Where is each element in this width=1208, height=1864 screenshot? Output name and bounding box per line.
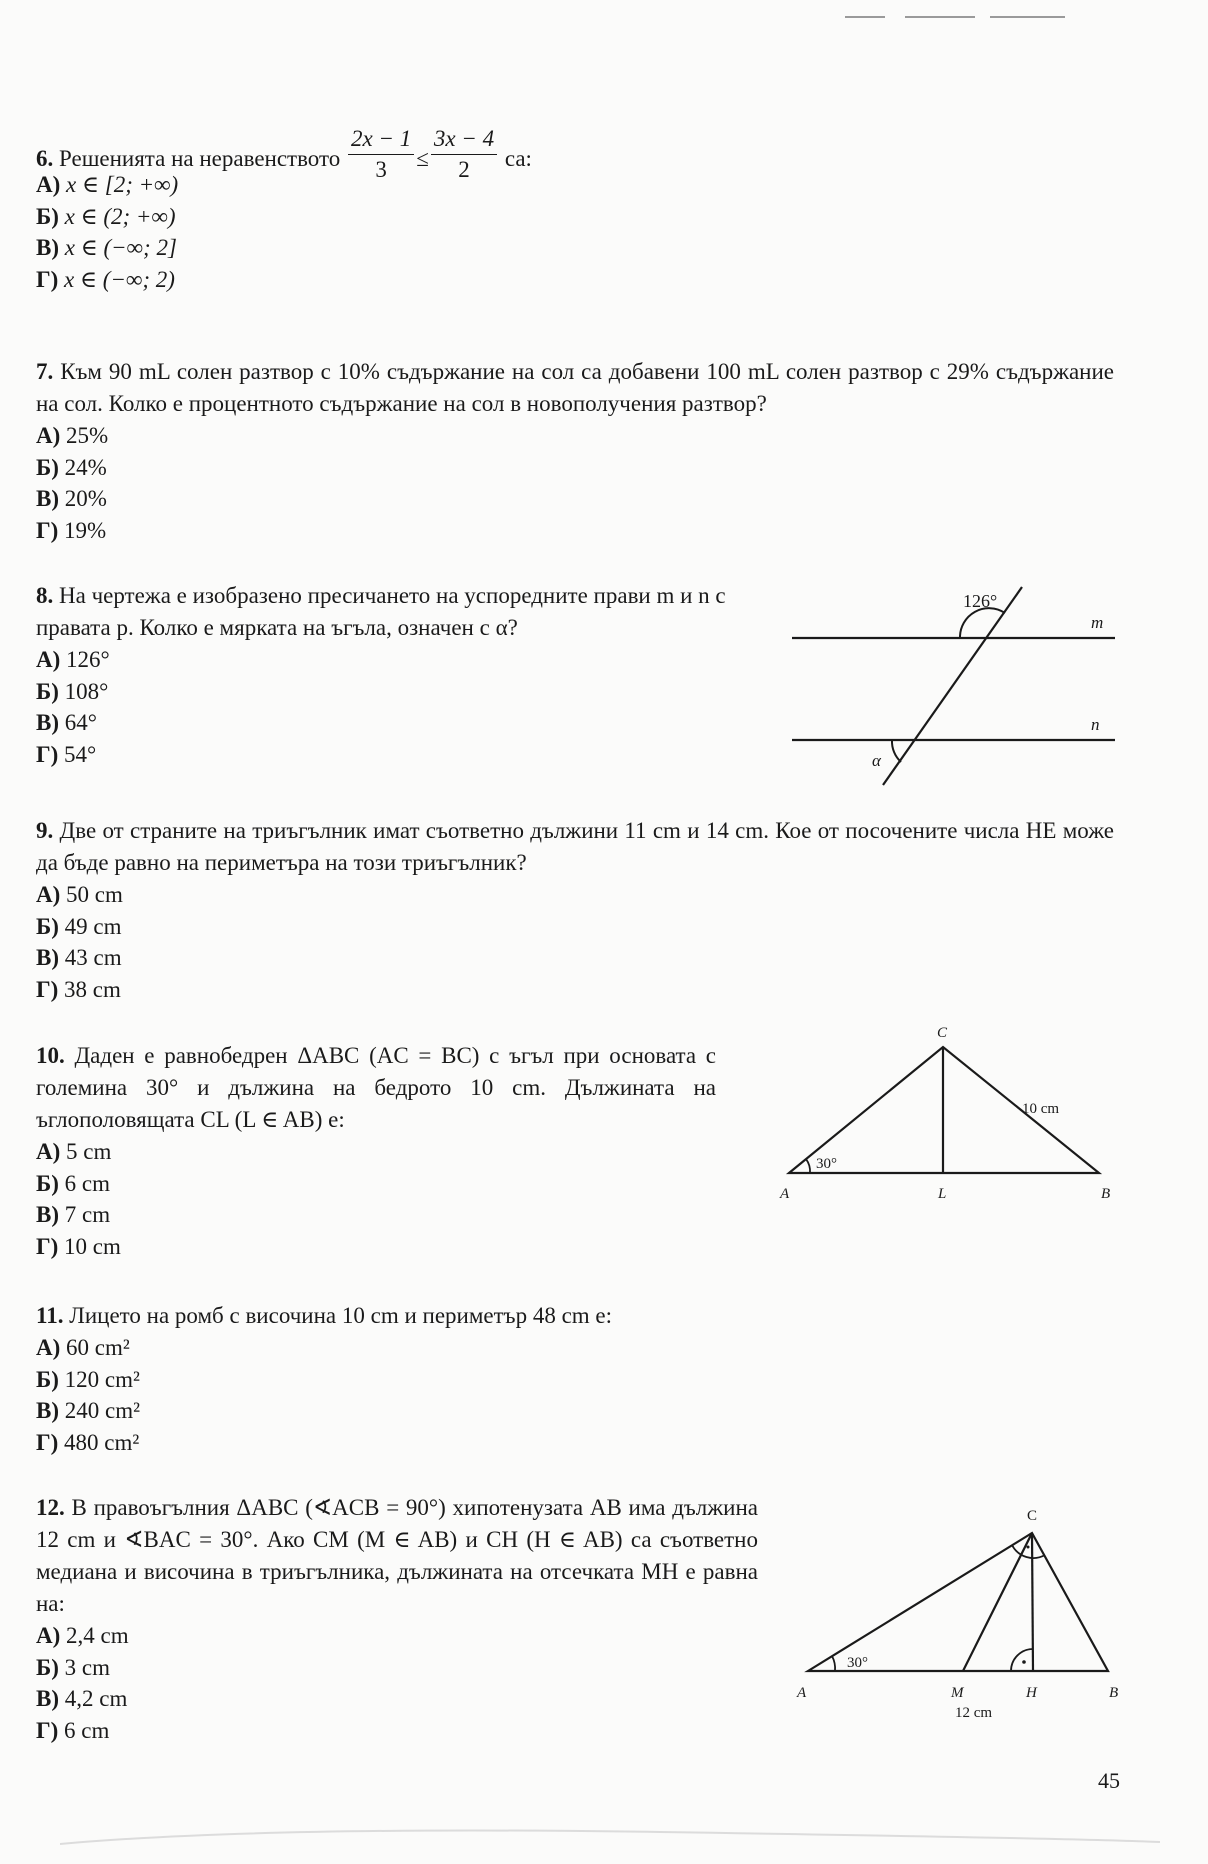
relation-sign: ≤: [416, 145, 429, 171]
question-stem: [36, 815, 1114, 879]
question-stem: [36, 1300, 1114, 1332]
page-edge-curve: [60, 1826, 1160, 1846]
stem-text: Две от страните на триъгълник имат съответно дължини 11 cm и 14 cm. Кое от посочените числа НЕ може да бъде равно на периметъра на този триъгълник?: [36, 818, 1114, 875]
stem-text: На чертежа е изобразено пресичането на успоредните прави m и n с правата p. Колко е мярката на ъгъла, означен с α?: [36, 583, 726, 640]
angle-label-126: 126°: [963, 591, 998, 611]
answer-option[interactable]: В) 20%: [36, 486, 107, 511]
vertex-m-label: M: [951, 1685, 964, 1701]
stem-text: Лицето на ромб с височина 10 cm и периметър 48 cm е:: [69, 1303, 613, 1328]
right-angle-mark-h: [1011, 1649, 1033, 1671]
right-triangle-figure: [780, 1495, 1140, 1720]
answer-option[interactable]: А) 2,4 cm: [36, 1623, 129, 1648]
question-7: [36, 356, 1114, 546]
question-11: [36, 1300, 1114, 1458]
answer-option[interactable]: А) 126°: [36, 647, 110, 672]
numerator: 2x − 1: [351, 126, 412, 151]
question-8: [36, 580, 776, 770]
question-number: 8.: [36, 583, 54, 608]
vertex-c-label: C: [937, 1025, 948, 1041]
vertex-l-label: L: [938, 1186, 947, 1202]
altitude-ch: [1032, 1533, 1033, 1671]
angle-label-30: 30°: [816, 1156, 837, 1172]
question-12: [36, 1492, 758, 1746]
vertex-b-label: B: [1109, 1685, 1119, 1701]
question-stem: [36, 1492, 758, 1620]
answer-option[interactable]: Б) 24%: [36, 454, 107, 480]
question-number: 10.: [36, 1043, 65, 1068]
angle-label-30: 30°: [847, 1655, 868, 1671]
answer-option[interactable]: Г) x ∈ (−∞; 2): [36, 266, 175, 292]
question-10: [36, 1040, 716, 1262]
page-edge-mark: [845, 16, 885, 18]
side-label-10cm: 10 cm: [1022, 1101, 1060, 1117]
base-label-12cm: 12 cm: [955, 1705, 993, 1720]
angle-arc-30: [832, 1656, 835, 1671]
answer-option[interactable]: А) 50 cm: [36, 882, 123, 907]
answer-option[interactable]: В) 240 cm²: [36, 1398, 140, 1423]
answer-option[interactable]: В) x ∈ (−∞; 2]: [36, 235, 177, 260]
angle-arc-126: [960, 608, 1005, 638]
question-number: 9.: [36, 818, 54, 843]
answer-option[interactable]: В) 4,2 cm: [36, 1686, 128, 1711]
question-stem: [36, 1040, 716, 1136]
question-9: [36, 815, 1114, 1005]
angle-arc-30: [806, 1159, 810, 1173]
answer-option[interactable]: Б) 120 cm²: [36, 1366, 140, 1392]
answer-option[interactable]: В) 43 cm: [36, 945, 122, 970]
angle-arc-alpha: [892, 740, 901, 762]
question-stem: [36, 356, 1114, 420]
fraction-left: [348, 124, 414, 185]
page-edge-mark: [905, 16, 975, 18]
answer-option[interactable]: Б) 3 cm: [36, 1654, 110, 1680]
answer-option[interactable]: Г) 10 cm: [36, 1233, 121, 1259]
vertex-c-label: C: [1027, 1508, 1038, 1524]
numerator: 3x − 4: [433, 126, 495, 151]
question-6: [36, 126, 736, 295]
answer-option[interactable]: В) 7 cm: [36, 1202, 111, 1227]
label-n: n: [1091, 715, 1100, 734]
vertex-a-label: A: [797, 1685, 807, 1701]
stem-text: Към 90 mL солен разтвор с 10% съдържание на сол са добавени 100 mL солен разтвор с 29% съдържание на сол. Колко е процентното съдържание на сол в новополучения разтвор?: [36, 359, 1114, 416]
angle-dot-c: [1027, 1546, 1030, 1549]
answer-option[interactable]: А) 60 cm²: [36, 1335, 130, 1360]
question-number: 6.: [36, 145, 54, 171]
answer-option[interactable]: Г) 480 cm²: [36, 1429, 140, 1455]
isosceles-triangle-figure: [760, 1015, 1120, 1205]
vertex-a-label: A: [780, 1186, 790, 1202]
question-number: 12.: [36, 1495, 65, 1520]
fraction-right: [431, 124, 497, 185]
transversal-p: [883, 587, 1022, 785]
stem-text: Решенията на неравенството: [59, 145, 341, 171]
answer-option[interactable]: Б) x ∈ (2; +∞): [36, 203, 176, 229]
page-number: 45: [1098, 1768, 1120, 1793]
question-number: 11.: [36, 1303, 64, 1328]
answer-option[interactable]: Г) 6 cm: [36, 1717, 110, 1743]
stem-text: В правоъгълния ΔABC (∢ACB = 90°) хипотенузата AB има дължина 12 cm и ∢BAC = 30°. Ако CM (M ∈ AB) и CH (H ∈ AB) са съответно медиана и височина в триъгълника, дължината на отсечката MH е равна на:: [36, 1495, 759, 1616]
answer-option[interactable]: Б) 108°: [36, 678, 109, 704]
answer-option[interactable]: А) x ∈ [2; +∞): [36, 172, 179, 197]
vertex-h-label: H: [1026, 1685, 1037, 1701]
answer-option[interactable]: Б) 49 cm: [36, 913, 122, 939]
denominator: 3: [375, 157, 387, 182]
question-stem: [36, 580, 776, 644]
page-edge-mark: [990, 16, 1065, 18]
question-number: 7.: [36, 359, 54, 384]
answer-option[interactable]: Г) 38 cm: [36, 976, 121, 1002]
answer-option[interactable]: Г) 19%: [36, 517, 107, 543]
answer-option[interactable]: А) 5 cm: [36, 1139, 112, 1164]
answer-option[interactable]: В) 64°: [36, 710, 97, 735]
answer-option[interactable]: Г) 54°: [36, 741, 97, 767]
vertex-b-label: B: [1101, 1186, 1111, 1202]
answer-option[interactable]: А) 25%: [36, 423, 109, 448]
label-m: m: [1091, 613, 1104, 632]
label-alpha: α: [872, 751, 881, 770]
denominator: 2: [458, 157, 470, 182]
stem-text: са:: [504, 145, 532, 171]
answer-option[interactable]: Б) 6 cm: [36, 1170, 110, 1196]
stem-text: Даден е равнобедрен ΔABC (AC = BC) с ъгъл при основата с големина 30° и дължина на бедрото 10 cm. Дължината на ъглополовящата CL (L ∈ AB) е:: [36, 1043, 717, 1132]
right-angle-dot: [1022, 1660, 1026, 1664]
parallel-lines-figure: [780, 570, 1140, 800]
triangle-abc: [808, 1533, 1108, 1671]
